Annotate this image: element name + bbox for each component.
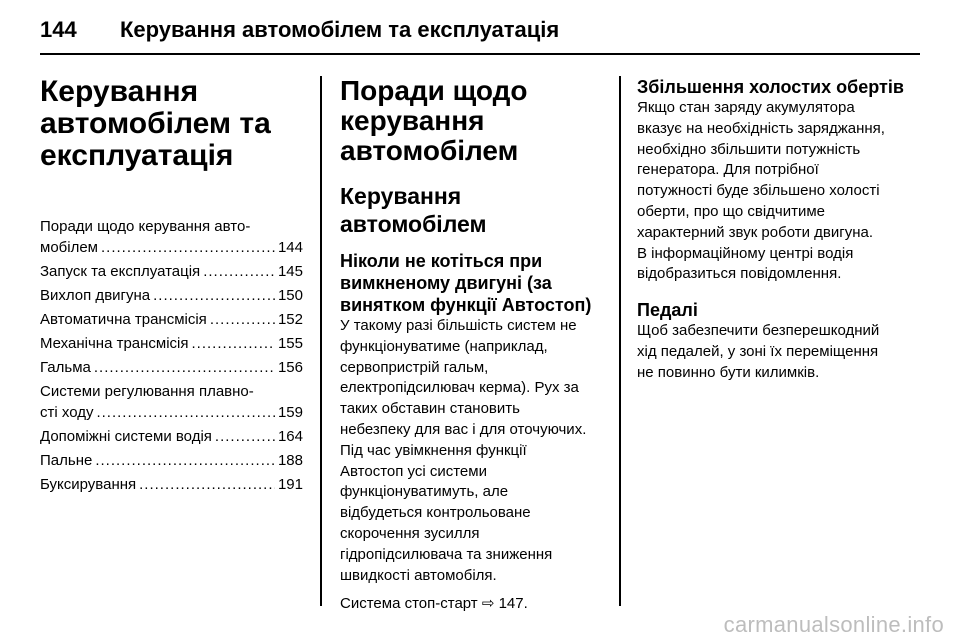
- topic-title-line: Ніколи не котіться при: [340, 251, 543, 271]
- toc-label: Вихлоп двигуна: [40, 287, 151, 304]
- topic-title: [340, 250, 602, 316]
- toc-leader: [96, 402, 275, 423]
- section-title: [340, 76, 602, 166]
- body-line: гідропідсилювача та зниження: [340, 545, 553, 563]
- toc-label: Гальма: [40, 359, 91, 376]
- chapter-title: [40, 76, 303, 172]
- section-title-line: автомобілем: [340, 135, 519, 166]
- body-line: Автостоп усі системи: [340, 462, 487, 480]
- body-line: необхідно збільшити потужність: [637, 140, 861, 158]
- toc-item[interactable]: [40, 261, 303, 282]
- toc-label: Буксирування: [40, 476, 137, 493]
- section-title-line: Поради щодо: [340, 75, 528, 106]
- toc-item[interactable]: [40, 333, 303, 354]
- topic-title: Збільшення холостих обертів: [637, 77, 904, 97]
- topic-title-line: вимкненому двигуні (за: [340, 273, 552, 293]
- chapter-title-line: автомобілем та: [40, 107, 271, 140]
- column-divider-2: [619, 76, 621, 606]
- body-line: Під час увімкнення функції: [340, 441, 527, 459]
- toc-leader: [203, 261, 275, 282]
- cross-reference[interactable]: [340, 594, 602, 615]
- toc-leader: [95, 450, 275, 471]
- toc-page-number: 164: [277, 428, 303, 445]
- reference-text: Система стоп-старт: [340, 595, 478, 613]
- body-line: таких обставин становить: [340, 400, 520, 418]
- arrow-right-icon: ⇨: [481, 595, 495, 613]
- section-title-line: керування: [340, 105, 485, 136]
- toc-page-number: 155: [277, 335, 303, 352]
- toc-page-number: 191: [277, 476, 303, 493]
- toc-label-line: Поради щодо керування авто-: [40, 218, 251, 235]
- chapter-title-line: експлуатація: [40, 139, 234, 172]
- body-line: функціонуватиме (наприклад,: [340, 337, 548, 355]
- body-paragraph: [637, 98, 927, 285]
- toc-label: Запуск та експлуатація: [40, 263, 201, 280]
- toc-page-number: 152: [277, 311, 303, 328]
- toc-item[interactable]: [40, 381, 303, 423]
- toc-page-number: 156: [277, 359, 303, 376]
- page-number: 144: [40, 17, 77, 42]
- idle-and-pedals-column: [637, 76, 927, 384]
- body-line: швидкості автомобіля.: [340, 566, 497, 584]
- body-paragraph: [340, 316, 602, 586]
- page-header: [40, 16, 920, 56]
- toc-label: Механічна трансмісія: [40, 335, 189, 352]
- toc-page-number: 188: [277, 452, 303, 469]
- toc-item[interactable]: [40, 450, 303, 471]
- toc-leader: [153, 285, 275, 306]
- body-line: вказує на необхідність заряджання,: [637, 119, 885, 137]
- body-line: функціонуватимуть, але: [340, 483, 509, 501]
- running-title: Керування автомобілем та експлуатація: [120, 17, 560, 42]
- toc-item[interactable]: [40, 309, 303, 330]
- toc-label: сті ходу: [40, 404, 94, 421]
- body-line: оберти, про що свідчитиме: [637, 202, 826, 220]
- body-line: відобразиться повідомлення.: [637, 265, 842, 283]
- toc-label: Допоміжні системи водія: [40, 428, 212, 445]
- column-divider-1: [320, 76, 322, 606]
- topic-title: Педалі: [637, 300, 698, 321]
- toc-label: Автоматична трансмісія: [40, 311, 207, 328]
- toc-page-number: 145: [277, 263, 303, 280]
- toc-leader: [94, 357, 275, 378]
- body-line: характерний звук роботи двигуна.: [637, 223, 874, 241]
- toc-label: Пальне: [40, 452, 93, 469]
- body-line: Щоб забезпечити безперешкодний: [637, 322, 880, 340]
- topic-title-line: винятком функції Автостоп): [340, 295, 592, 315]
- toc-item[interactable]: [40, 216, 303, 258]
- body-paragraph: [637, 321, 927, 383]
- body-line: Якщо стан заряду акумулятора: [637, 99, 855, 116]
- toc-label: мобілем: [40, 239, 98, 256]
- body-line: В інформаційному центрі водія: [637, 244, 854, 262]
- body-line: генератора. Для потрібної: [637, 161, 819, 179]
- body-line: У такому разі більшість систем не: [340, 317, 577, 334]
- body-line: електропідсилювач керма). Рух за: [340, 379, 579, 397]
- driving-tips-column: [340, 76, 602, 615]
- toc-page-number: 144: [277, 239, 303, 256]
- toc-item[interactable]: [40, 426, 303, 447]
- body-line: не повинно бути килимків.: [637, 363, 820, 381]
- table-of-contents: [40, 216, 303, 495]
- body-line: скорочення зусилля: [340, 524, 480, 542]
- body-line: відбудеться контрольоване: [340, 504, 531, 522]
- header-rule: [40, 53, 920, 55]
- toc-leader: [210, 309, 275, 330]
- body-line: сервопристрій гальм,: [340, 358, 489, 376]
- watermark: carmanualsonline.info: [723, 612, 944, 637]
- toc-leader: [215, 426, 275, 447]
- chapter-column: [40, 76, 303, 498]
- toc-item[interactable]: [40, 357, 303, 378]
- toc-item[interactable]: [40, 474, 303, 495]
- subsection-title: Керування автомобілем: [340, 183, 487, 237]
- chapter-title-line: Керування: [40, 75, 199, 108]
- toc-leader: [139, 474, 275, 495]
- toc-page-number: 150: [277, 287, 303, 304]
- body-line: потужності буде збільшено холості: [637, 182, 880, 200]
- toc-item[interactable]: [40, 285, 303, 306]
- toc-page-number: 159: [277, 404, 303, 421]
- body-line: хід педалей, у зоні їх переміщення: [637, 342, 879, 360]
- reference-page[interactable]: 147.: [498, 595, 528, 613]
- toc-leader: [192, 333, 275, 354]
- toc-leader: [101, 237, 275, 258]
- toc-label-line: Системи регулювання плавно-: [40, 383, 254, 400]
- body-line: небезпеку для вас і для оточуючих.: [340, 420, 587, 438]
